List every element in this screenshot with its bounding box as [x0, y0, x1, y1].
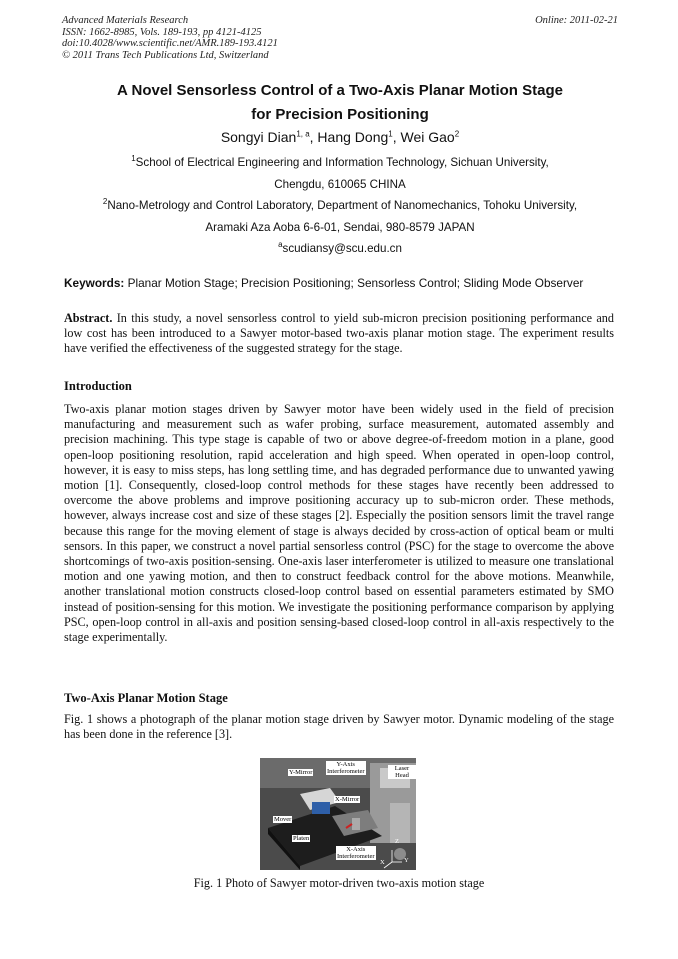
affiliation-1-line1 — [62, 156, 618, 169]
author-2-sup: 1 — [388, 129, 393, 139]
affiliation-2-sup: 2 — [102, 197, 108, 207]
author-2: , Hang Dong — [309, 129, 389, 145]
label-mover: Mover — [274, 816, 292, 823]
email-line — [62, 242, 618, 255]
keywords-text: Planar Motion Stage; Precision Positioning; Sensorless Control; Sliding Mode Observer — [124, 276, 584, 290]
affiliation-1-text: School of Electrical Engineering and Information Technology, Sichuan University, — [135, 156, 549, 169]
introduction-body: Two-axis planar motion stages driven by Sawyer motor have been widely used in the field of precision manufacturing and measurement such as wafer probing, surface measurement, automated assembly and precision machining. This type stage is capable of two or above degree-of-freedom motion in a plane, good open-loop positioning resolution, rapid acceleration and high speed. When operated in open-loop control, however, it is easy to miss steps, has long settling time, and has degraded performance due to unwanted yawing motion [1]. Consequently, closed-loop control methods for these stages have recently been addressed to overcome the above problems and improve positioning accuracy up to sub-micron order. These methods, however, always increase cost and size of these stages [2]. Especially the position sensors limit the travel range because this range for the moving element of stage is always decided by cross-action of optical beam or multi sensors. In this paper, we construct a novel partial sensorless control (PSC) for the stage to overcome the above shortcomings of two-axis position-sensing. One-axis laser interferometer is utilized to measure one translational motion and one yawing motion, and then to construct feedback control for the above motions. Meanwhile, another translational motion constructs closed-loop control based on essential parameters estimated by SMO instead of position-sensing for this motion. We investigate the positioning performance comparison by applying PSC, open-loop control in all-axis and position sensing-based closed-loop control in all-axis respectively to the stage experimentally. — [64, 402, 614, 645]
label-laser-head: Laser Head — [388, 765, 416, 779]
label-x-axis-interferometer: X-Axis Interferometer — [337, 846, 375, 860]
affiliation-1-line2: Chengdu, 610065 CHINA — [274, 178, 406, 191]
label-platen: Platen — [293, 835, 310, 842]
doi-line: doi:10.4028/www.scientific.net/AMR.189-193.4121 — [62, 38, 278, 49]
axis-label-z: Z — [395, 838, 399, 845]
author-list — [62, 129, 618, 145]
figure-caption: Fig. 1 Photo of Sawyer motor-driven two-axis motion stage — [193, 876, 485, 890]
online-date: Online: 2011-02-21 — [535, 15, 618, 26]
keywords — [64, 276, 624, 290]
label-x-mirror: X-Mirror — [335, 796, 360, 803]
label-y-mirror: Y-Mirror — [289, 769, 313, 776]
abstract-label: Abstract. — [64, 311, 113, 325]
affiliation-1-sup: 1 — [131, 154, 136, 164]
copyright-line: © 2011 Trans Tech Publications Ltd, Switzerland — [62, 49, 269, 61]
label-y-axis-interferometer: Y-Axis Interferometer — [327, 761, 365, 775]
email-sup: a — [278, 240, 283, 250]
axis-label-y: Y — [404, 857, 409, 864]
journal-name: Advanced Materials Research — [62, 15, 189, 26]
paper-title-line2: for Precision Positioning — [251, 106, 429, 123]
author-1-sup: 1, a — [296, 129, 310, 139]
abstract-text: In this study, a novel sensorless control to yield sub-micron precision positioning performance and low cost has been introduced to a Sawyer motor-based two-axis planar motion stage. The experiment results have verified the effectiveness of the suggested strategy for the stage. — [64, 311, 614, 356]
axis-label-x: X — [380, 859, 385, 866]
author-3-sup: 2 — [454, 129, 460, 139]
author-3: , Wei Gao — [392, 129, 455, 145]
email-address: scudiansy@scu.edu.cn — [282, 242, 402, 255]
affiliation-2-text: Nano-Metrology and Control Laboratory, Department of Nanomechanics, Tohoku University, — [107, 199, 578, 212]
issn-line: ISSN: 1662-8985, Vols. 189-193, pp 4121-4125 — [62, 26, 262, 38]
section-heading-introduction: Introduction — [64, 379, 132, 393]
author-1: Songyi Dian — [220, 129, 297, 145]
paper-title-line1: A Novel Sensorless Control of a Two-Axis Planar Motion Stage — [117, 82, 563, 99]
section-stage-body: Fig. 1 shows a photograph of the planar motion stage driven by Sawyer motor. Dynamic modeling of the stage has been done in the reference [3]. — [64, 712, 614, 742]
affiliation-2-line2: Aramaki Aza Aoba 6-6-01, Sendai, 980-8579 JAPAN — [205, 221, 475, 234]
keywords-label: Keywords: — [64, 276, 125, 290]
affiliation-2-line1 — [62, 199, 618, 212]
journal-header — [62, 15, 618, 61]
abstract — [64, 311, 614, 357]
section-heading-stage: Two-Axis Planar Motion Stage — [64, 691, 228, 705]
stage-photo — [260, 758, 416, 870]
